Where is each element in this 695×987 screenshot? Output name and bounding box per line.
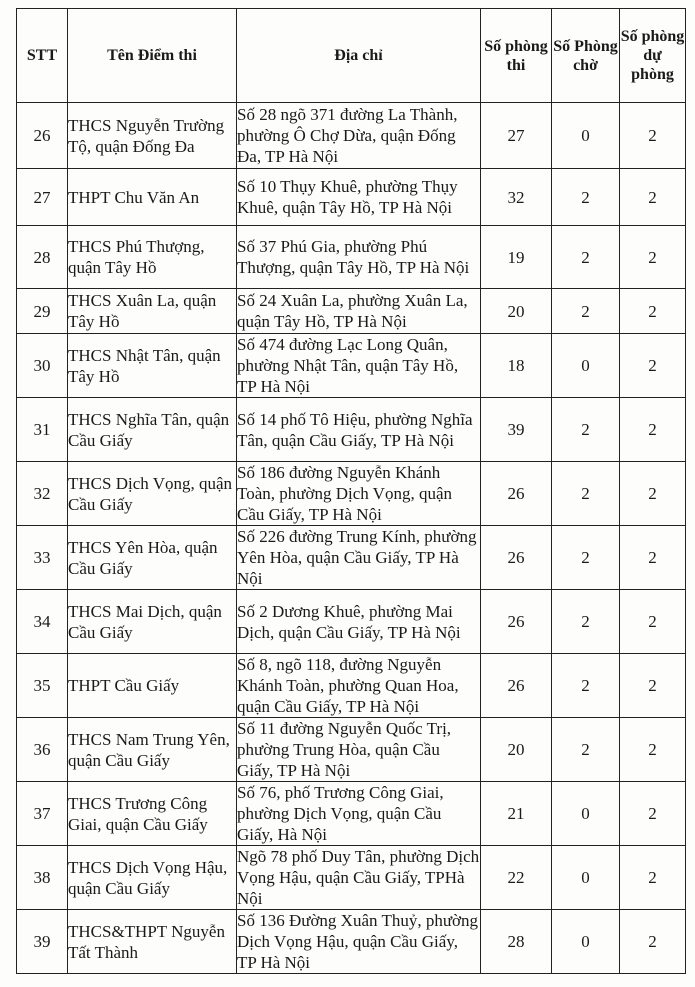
table-row xyxy=(17,910,686,974)
row-stt: 27 xyxy=(17,169,68,226)
row-exam-rooms: 20 xyxy=(481,289,552,334)
table-row xyxy=(17,398,686,462)
header-row xyxy=(17,9,686,103)
row-address: Số 226 đường Trung Kính, phường Yên Hòa, quận Cầu Giấy, TP Hà Nội xyxy=(237,526,481,590)
row-waiting-rooms: 2 xyxy=(552,398,620,462)
header-site-name: Tên Điểm thi xyxy=(68,9,237,103)
row-address: Số 76, phố Trương Công Giai, phường Dịch Vọng, quận Cầu Giấy, Hà Nội xyxy=(237,782,481,846)
row-address: Số 136 Đường Xuân Thuỷ, phường Dịch Vọng Hậu, quận Cầu Giấy, TP Hà Nội xyxy=(237,910,481,974)
row-address: Số 11 đường Nguyễn Quốc Trị, phường Trung Hòa, quận Cầu Giấy, TP Hà Nội xyxy=(237,718,481,782)
header-backup-rooms: Số phòng dự phòng xyxy=(620,9,686,103)
table-row xyxy=(17,169,686,226)
row-stt: 38 xyxy=(17,846,68,910)
row-waiting-rooms: 2 xyxy=(552,289,620,334)
row-address: Số 10 Thụy Khuê, phường Thụy Khuê, quận Tây Hồ, TP Hà Nội xyxy=(237,169,481,226)
row-backup-rooms: 2 xyxy=(620,526,686,590)
row-backup-rooms: 2 xyxy=(620,398,686,462)
row-exam-rooms: 26 xyxy=(481,590,552,654)
header-address: Địa chỉ xyxy=(237,9,481,103)
header-exam-rooms: Số phòng thi xyxy=(481,9,552,103)
row-exam-rooms: 26 xyxy=(481,654,552,718)
row-backup-rooms: 2 xyxy=(620,718,686,782)
row-stt: 26 xyxy=(17,103,68,169)
row-backup-rooms: 2 xyxy=(620,462,686,526)
row-backup-rooms: 2 xyxy=(620,782,686,846)
table-row xyxy=(17,103,686,169)
row-backup-rooms: 2 xyxy=(620,654,686,718)
row-exam-rooms: 19 xyxy=(481,226,552,289)
row-site-name: THPT Chu Văn An xyxy=(68,169,237,226)
row-site-name: THCS Nhật Tân, quận Tây Hồ xyxy=(68,334,237,398)
row-site-name: THPT Cầu Giấy xyxy=(68,654,237,718)
row-exam-rooms: 22 xyxy=(481,846,552,910)
row-waiting-rooms: 0 xyxy=(552,846,620,910)
row-stt: 33 xyxy=(17,526,68,590)
row-stt: 29 xyxy=(17,289,68,334)
row-address: Số 2 Dương Khuê, phường Mai Dịch, quận Cầu Giấy, TP Hà Nội xyxy=(237,590,481,654)
row-site-name: THCS Nguyễn Trường Tộ, quận Đống Đa xyxy=(68,103,237,169)
row-site-name: THCS Nghĩa Tân, quận Cầu Giấy xyxy=(68,398,237,462)
row-address: Số 37 Phú Gia, phường Phú Thượng, quận Tây Hồ, TP Hà Nội xyxy=(237,226,481,289)
table-row xyxy=(17,334,686,398)
row-waiting-rooms: 2 xyxy=(552,526,620,590)
row-waiting-rooms: 2 xyxy=(552,718,620,782)
table-row xyxy=(17,654,686,718)
row-stt: 35 xyxy=(17,654,68,718)
exam-sites-table xyxy=(16,8,686,974)
row-backup-rooms: 2 xyxy=(620,289,686,334)
row-backup-rooms: 2 xyxy=(620,226,686,289)
row-waiting-rooms: 0 xyxy=(552,910,620,974)
row-address: Số 474 đường Lạc Long Quân, phường Nhật Tân, quận Tây Hồ, TP Hà Nội xyxy=(237,334,481,398)
row-stt: 39 xyxy=(17,910,68,974)
table-row xyxy=(17,590,686,654)
row-stt: 37 xyxy=(17,782,68,846)
row-address: Số 186 đường Nguyễn Khánh Toàn, phường Dịch Vọng, quận Cầu Giấy, TP Hà Nội xyxy=(237,462,481,526)
row-backup-rooms: 2 xyxy=(620,334,686,398)
row-exam-rooms: 39 xyxy=(481,398,552,462)
row-site-name: THCS Xuân La, quận Tây Hồ xyxy=(68,289,237,334)
row-waiting-rooms: 2 xyxy=(552,462,620,526)
table-row xyxy=(17,718,686,782)
row-exam-rooms: 21 xyxy=(481,782,552,846)
row-stt: 36 xyxy=(17,718,68,782)
row-backup-rooms: 2 xyxy=(620,910,686,974)
table-row xyxy=(17,462,686,526)
row-exam-rooms: 27 xyxy=(481,103,552,169)
row-site-name: THCS Dịch Vọng, quận Cầu Giấy xyxy=(68,462,237,526)
row-stt: 31 xyxy=(17,398,68,462)
row-waiting-rooms: 2 xyxy=(552,590,620,654)
row-backup-rooms: 2 xyxy=(620,169,686,226)
table-row xyxy=(17,289,686,334)
row-waiting-rooms: 2 xyxy=(552,654,620,718)
row-address: Số 14 phố Tô Hiệu, phường Nghĩa Tân, quận Cầu Giấy, TP Hà Nội xyxy=(237,398,481,462)
table-row xyxy=(17,526,686,590)
row-exam-rooms: 28 xyxy=(481,910,552,974)
table-body xyxy=(17,103,686,974)
row-site-name: THCS&THPT Nguyễn Tất Thành xyxy=(68,910,237,974)
row-waiting-rooms: 2 xyxy=(552,169,620,226)
header-waiting-rooms: Số Phòng chờ xyxy=(552,9,620,103)
row-address: Số 28 ngõ 371 đường La Thành, phường Ô Chợ Dừa, quận Đống Đa, TP Hà Nội xyxy=(237,103,481,169)
row-waiting-rooms: 0 xyxy=(552,782,620,846)
row-waiting-rooms: 0 xyxy=(552,103,620,169)
row-stt: 30 xyxy=(17,334,68,398)
row-address: Ngõ 78 phố Duy Tân, phường Dịch Vọng Hậu, quận Cầu Giấy, TPHà Nội xyxy=(237,847,480,908)
row-backup-rooms: 2 xyxy=(620,590,686,654)
row-site-name: THCS Yên Hòa, quận Cầu Giấy xyxy=(68,526,237,590)
row-site-name: THCS Nam Trung Yên, quận Cầu Giấy xyxy=(68,718,237,782)
row-exam-rooms: 18 xyxy=(481,334,552,398)
row-site-name: THCS Phú Thượng, quận Tây Hồ xyxy=(68,226,237,289)
row-exam-rooms: 32 xyxy=(481,169,552,226)
row-address: Số 24 Xuân La, phường Xuân La, quận Tây Hồ, TP Hà Nội xyxy=(237,289,481,334)
row-backup-rooms: 2 xyxy=(620,846,686,910)
row-backup-rooms: 2 xyxy=(620,103,686,169)
row-site-name: THCS Dịch Vọng Hậu, quận Cầu Giấy xyxy=(68,846,237,910)
row-site-name: THCS Trương Công Giai, quận Cầu Giấy xyxy=(68,782,237,846)
row-stt: 28 xyxy=(17,226,68,289)
row-exam-rooms: 26 xyxy=(481,462,552,526)
row-stt: 32 xyxy=(17,462,68,526)
row-waiting-rooms: 2 xyxy=(552,226,620,289)
header-stt: STT xyxy=(17,9,68,103)
table-row xyxy=(17,782,686,846)
table-row xyxy=(17,226,686,289)
row-exam-rooms: 26 xyxy=(481,526,552,590)
table-row xyxy=(17,846,686,910)
row-waiting-rooms: 0 xyxy=(552,334,620,398)
row-exam-rooms: 20 xyxy=(481,718,552,782)
row-address: Số 8, ngõ 118, đường Nguyễn Khánh Toàn, phường Quan Hoa, quận Cầu Giấy, TP Hà Nội xyxy=(237,654,481,718)
row-stt: 34 xyxy=(17,590,68,654)
row-site-name: THCS Mai Dịch, quận Cầu Giấy xyxy=(68,590,237,654)
